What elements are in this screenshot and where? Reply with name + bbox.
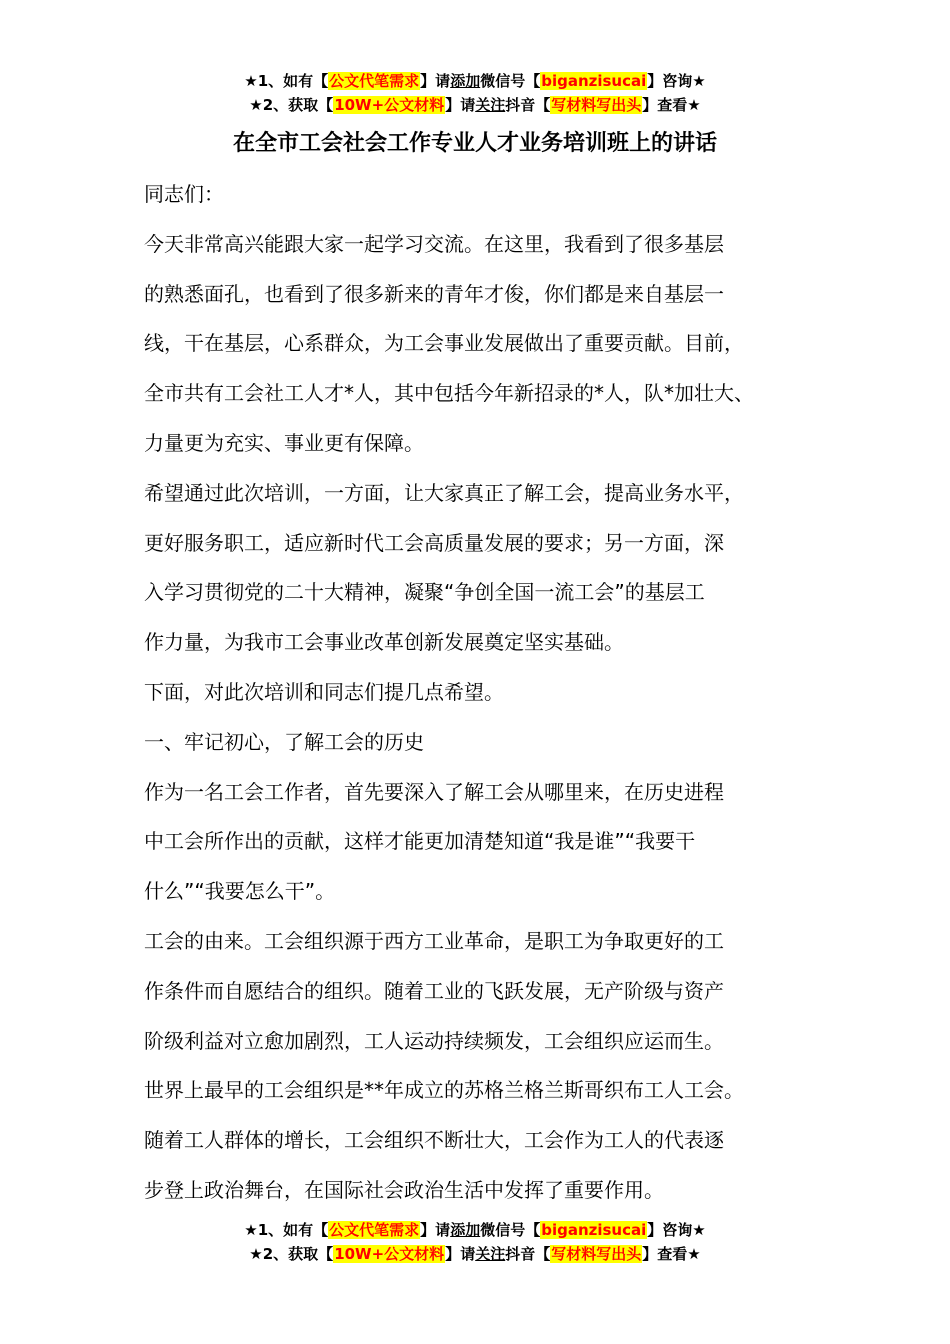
- promo-text: 抖音【: [505, 96, 551, 114]
- body-line: 作力量，为我市工会事业改革创新发展奠定坚实基础。: [144, 630, 624, 655]
- promo-highlight: 10W+公文材料: [334, 1245, 445, 1263]
- body-line: 步登上政治舞台，在国际社会政治生活中发挥了重要作用。: [144, 1177, 664, 1202]
- promo-line-2: [0, 93, 950, 117]
- promo-line-2: [0, 1242, 950, 1266]
- promo-banner-top: [0, 69, 950, 117]
- body-line: 工会的由来。工会组织源于西方工业革命，是职工为争取更好的工: [144, 928, 724, 953]
- promo-text: ★2、获取【: [249, 96, 334, 114]
- promo-highlight: 写材料写出头: [551, 1245, 642, 1263]
- body-line: 同志们：: [144, 182, 224, 206]
- body-line: 随着工人群体的增长，工会组织不断壮大，工会作为工人的代表逐: [144, 1128, 724, 1153]
- promo-underline: 添加: [450, 72, 481, 90]
- section-heading: 一、牢记初心，了解工会的历史: [144, 729, 424, 754]
- promo-text: 微信号【: [480, 72, 541, 90]
- promo-line-1: [0, 1218, 950, 1242]
- promo-text: ★1、如有【: [244, 1221, 329, 1239]
- body-line: 作条件而自愿结合的组织。随着工业的飞跃发展，无产阶级与资产: [144, 978, 724, 1003]
- promo-text: 微信号【: [480, 1221, 541, 1239]
- promo-banner-bottom: [0, 1218, 950, 1266]
- body-line: 的熟悉面孔，也看到了很多新来的青年才俊，你们都是来自基层一: [144, 281, 724, 306]
- promo-text: 】查看★: [642, 96, 701, 114]
- promo-highlight: 10W+公文材料: [334, 96, 445, 114]
- body-line: 线，干在基层，心系群众，为工会事业发展做出了重要贡献。目前，: [144, 331, 744, 356]
- promo-text: 抖音【: [505, 1245, 551, 1263]
- promo-underline: 关注: [475, 1245, 506, 1263]
- promo-underline: 添加: [450, 1221, 481, 1239]
- body-line: 中工会所作出的贡献，这样才能更加清楚知道“我是谁”“我要干: [144, 829, 696, 854]
- promo-text: 】请: [445, 96, 476, 114]
- promo-highlight: 公文代笔需求: [329, 72, 420, 90]
- document-body: [144, 170, 834, 1216]
- promo-text: 】请: [445, 1245, 476, 1263]
- promo-underline: 关注: [475, 96, 506, 114]
- promo-text: 】咨询★: [647, 72, 706, 90]
- body-line: 今天非常高兴能跟大家一起学习交流。在这里，我看到了很多基层: [144, 231, 724, 256]
- body-line: 力量更为充实、事业更有保障。: [144, 430, 424, 455]
- body-line: 阶级利益对立愈加剧烈，工人运动持续频发，工会组织应运而生。: [144, 1028, 724, 1053]
- body-line: 世界上最早的工会组织是**年成立的苏格兰格兰斯哥织布工人工会。: [144, 1078, 744, 1103]
- body-line: 什么”“我要怎么干”。: [144, 879, 336, 904]
- body-line: 作为一名工会工作者，首先要深入了解工会从哪里来，在历史进程: [144, 779, 724, 804]
- promo-highlight: biganzisucai: [541, 72, 647, 90]
- promo-line-1: [0, 69, 950, 93]
- promo-text: ★1、如有【: [244, 72, 329, 90]
- promo-text: 】请: [420, 1221, 451, 1239]
- promo-highlight: biganzisucai: [541, 1221, 647, 1239]
- body-line: 入学习贯彻党的二十大精神，凝聚“争创全国一流工会”的基层工: [144, 580, 705, 605]
- body-line: 更好服务职工，适应新时代工会高质量发展的要求；另一方面，深: [144, 530, 724, 555]
- promo-text: 】查看★: [642, 1245, 701, 1263]
- body-line: 下面，对此次培训和同志们提几点希望。: [144, 679, 504, 704]
- promo-text: 】咨询★: [647, 1221, 706, 1239]
- promo-text: ★2、获取【: [249, 1245, 334, 1263]
- document-title: 在全市工会社会工作专业人才业务培训班上的讲话: [232, 131, 717, 156]
- promo-text: 】请: [420, 72, 451, 90]
- body-line: 希望通过此次培训，一方面，让大家真正了解工会，提高业务水平，: [144, 480, 744, 505]
- promo-highlight: 公文代笔需求: [329, 1221, 420, 1239]
- body-line: 全市共有工会社工人才*人，其中包括今年新招录的*人，队*加壮大、: [144, 381, 754, 406]
- promo-highlight: 写材料写出头: [551, 96, 642, 114]
